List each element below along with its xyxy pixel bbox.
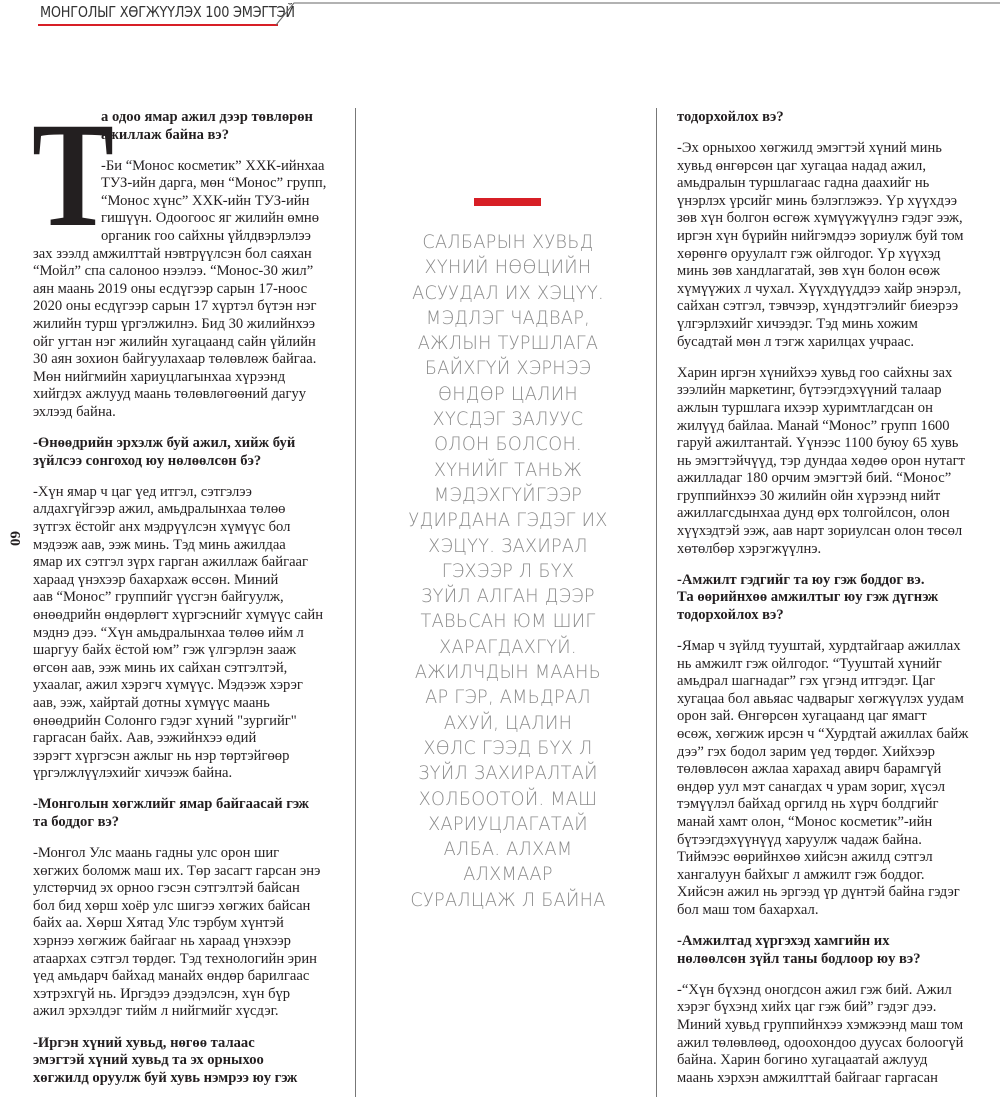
text-line: бусадтай мөн л тэгж харилцах учраас. — [677, 333, 915, 350]
text-line: хүмүүжих л чухал. Хүүхдүүддээ хайр энэрэл, — [677, 280, 962, 297]
text-line: алдахгүйгээр ажил, амьдралынхаа төлөө — [33, 501, 286, 518]
text-line: сайхан сэтгэл, тэвчээр, хүндэтгэлийг биеэрээ — [677, 298, 959, 315]
text-line: орон зай. Өнгөрсөн хугацаанд цаг ямагт — [677, 708, 927, 725]
interview-answer — [33, 845, 348, 1021]
text-line: -Ямар ч зүйлд тууштай, хурдтайгаар ажиллах — [677, 638, 961, 655]
text-line: байна. Харин богино хугацаатай ажлууд — [677, 1052, 928, 1069]
text-line: үед амьдарч байхад манайх өндөр барилгаас — [33, 968, 310, 985]
text-line: -Амжилт гэдгийг та юу гэж боддог вэ. — [677, 571, 925, 588]
text-line: зээлийн маркетинг, бүтээгдэхүүний талаар — [677, 382, 942, 399]
pull-quote-line: СУРАЛЦАЖ Л БАЙНА — [410, 888, 606, 911]
pull-quote-line: ХҮНИЙГ ТАНЬЖ — [433, 458, 583, 481]
pull-quote-line: АЖЛЫН ТУРШЛАГА — [417, 332, 599, 355]
pull-quote-line: САЛБАРЫН ХУВЬД — [422, 231, 594, 253]
interview-question — [33, 109, 348, 144]
interview-question — [33, 435, 348, 470]
pull-quote — [380, 230, 636, 913]
text-line: бол маш том бахархал. — [677, 901, 819, 918]
text-line: Харин иргэн хүнийхээ хувьд гоо сайхны зах — [677, 364, 953, 381]
text-line: мэдээж аав, ээж минь. Тэд минь ажилдаа — [33, 536, 286, 553]
text-line: Миний хувьд группийнхээ хэмжээнд маш том — [677, 1016, 964, 1033]
text-line: нөлөөлсөн зүйл таны бодлоор юу вэ? — [677, 950, 921, 967]
text-line: органик гоо сайхны үйлдвэрлэлээ — [101, 228, 311, 245]
text-line: атаархах сэтгэл төрдөг. Тэд технологийн эрин — [33, 950, 317, 967]
text-line: -Иргэн хүний хувьд, нөгөө талаас — [33, 1034, 255, 1051]
text-line: -“Хүн бүхэнд оногдсон ажил гэж бий. Ажил — [677, 981, 952, 998]
interview-answer — [677, 982, 992, 1088]
text-line: зэрэгт хүргэсэн ажлыг нь нэр төртэйгөөр — [33, 747, 290, 764]
text-line: үнэрлэх үрсийг минь бэлэглэжээ. Үр хүүхдээ — [677, 192, 957, 209]
text-line: амьдрал шагнадаг” гэх үгэнд итгэдэг. Цаг — [677, 673, 936, 690]
text-line: маань хэрхэн амжилттай байгааг гаргасан — [677, 1069, 938, 1086]
pull-quote-line: ЗҮЙЛ АЛГАН ДЭЭР — [421, 585, 595, 608]
text-line: өсөж, хөгжиж ирсэн ч “Хурдтай ажиллах байж — [677, 726, 969, 742]
column-rule-right — [656, 108, 657, 1097]
interview-question — [677, 109, 992, 127]
pull-quote-line: ХАРИУЦЛАГАТАЙ — [428, 812, 588, 835]
text-line: хөрөнгө оруулалт гэж ойлгодог. Үр хүүхэд — [677, 245, 941, 262]
text-line: эхлээд байна. — [33, 404, 116, 420]
text-line: манай хамт олон, “Монос косметик”-ийн — [677, 813, 933, 830]
text-line: хэрнээ хөгжиж байгааг нь хараад үнэхээр — [33, 933, 291, 950]
text-line: өндөр уул мэт санагдах ч урам зориг, хүсэл — [677, 778, 946, 795]
text-line: Хийсэн ажил нь эргээд үр дүнтэй байна гэдэг — [677, 884, 960, 901]
text-line: тодорхойлох вэ? — [677, 606, 784, 623]
interview-question — [677, 572, 992, 625]
text-line: хувьд өнгөрсөн цаг хугацаа надад ажил, — [677, 157, 926, 174]
text-line: тодорхойлох вэ? — [677, 109, 784, 125]
drop-cap: Т — [32, 92, 115, 258]
text-line: хийгдэх ажлууд маань төлөвлөгөөний дагуу — [33, 386, 307, 403]
pull-quote-line: АХУЙ, ЦАЛИН — [443, 711, 573, 734]
interview-question — [677, 933, 992, 968]
pull-quote-line: ЗҮЙЛ ЗАХИРАЛТАЙ — [418, 762, 598, 785]
pull-quote-line: АР ГЭР, АМЬДРАЛ — [425, 686, 591, 709]
text-line: -Хүн ямар ч цаг үед итгэл, сэтгэлээ — [33, 483, 252, 500]
text-line: аян маань 2019 оны есдүгээр сарын 17-ноос — [33, 280, 308, 297]
text-line: амьдралын туршлагаас гадна даахийг нь — [677, 175, 930, 192]
text-line: -Би “Монос косметик” ХХК-ийнхаа — [101, 157, 325, 174]
text-line: ямар их сэтгэл зүрх гарган ажиллаж байгааг — [33, 554, 309, 571]
text-line: “Мойл” спа салоноо нээлээ. “Монос-30 жил” — [33, 263, 314, 280]
text-line: улстөрчид эх орноо гэсэн сэтгэлтэй байсан — [33, 880, 300, 897]
pull-quote-line: МЭДЛЭГ ЧАДВАР, — [425, 306, 591, 329]
text-line: зүйлсээ сонгоход юу нөлөөлсөн бэ? — [33, 452, 262, 469]
text-line: хараад үнэхээр бахархаж өссөн. Миний — [33, 571, 279, 588]
text-line: иргэн хүн бүрийн нийгэмдээ зориулж буй том — [677, 228, 964, 245]
text-line: ажиллаж байна вэ? — [101, 126, 230, 143]
text-line: -Монгол Улс маань гадны улс орон шиг — [33, 845, 280, 862]
right-column — [677, 109, 992, 1101]
text-line: “Монос хүнс” ХХК-ийн ТУЗ-ийн — [101, 192, 310, 209]
text-line: хөгжих боломж маш их. Төр засагт гарсан энэ — [33, 862, 321, 879]
text-line: 2020 оны есдүгээр сарын 17 хүртэл бүтэн нэг — [33, 298, 317, 315]
text-line: жилийн турш үргэлжилнэ. Бид 30 жилийнхээ — [33, 316, 316, 333]
text-line: та боддог вэ? — [33, 813, 120, 830]
text-line: тэмүүлэл байхад оргилд нь хүрч болдгийг — [677, 796, 939, 813]
text-line: өнөөдрийн Солонго гэдэг хүний "зургийг" — [33, 712, 297, 729]
interview-question — [33, 1035, 348, 1088]
text-line: Мөн нийгмийн хариуцлагынхаа хүрээнд — [33, 368, 286, 385]
text-line: зөв хүн болгон өсгөж хүмүүжүүлнэ гэдэг ээж, — [677, 210, 963, 227]
pull-quote-line: МЭДЭХГҮЙГЭЭР — [433, 483, 583, 506]
pull-quote-line: УДИРДАНА ГЭДЭГ ИХ — [408, 509, 608, 532]
pull-quote-line: ХӨЛС ГЭЭД БҮХ Л — [423, 736, 593, 759]
text-line: хөтөлбөр хэрэгжүүлнэ. — [677, 540, 822, 557]
text-line: Та өөрийнхөө амжилтыг юу гэж дүгнэж — [677, 589, 939, 606]
pull-quote-line: АЛБА. АЛХАМ — [443, 838, 573, 861]
pull-quote-line: АЛХМААР — [463, 863, 553, 886]
text-line: гаруй ажилтантай. Үүнээс 1100 буюу 65 хувь — [677, 435, 959, 452]
pull-quote-line: АСУУДАЛ ИХ ХЭЦҮҮ. — [412, 281, 604, 304]
text-line: өгсөн аав, ээж минь их сайхан сэтгэлтэй, — [33, 659, 288, 676]
text-line: хугацаа бол авьяас чадварыг хөгжүүлэх уудам — [677, 690, 964, 707]
interview-answer — [677, 638, 992, 920]
text-line: үргэлжлүүлэхийг хичээж байна. — [33, 765, 233, 782]
text-line: нь эмэгтэйчүүд, тэр дундаа хөдөө орон нутагт — [677, 452, 966, 469]
header-divider — [0, 0, 1000, 30]
text-line: бол бид хөрш хоёр улс шигээ хөгжих байсан — [33, 897, 311, 914]
text-line: гишүүн. Одоогоос яг жилийн өмнө — [101, 210, 320, 227]
pull-quote-accent-bar — [474, 198, 541, 206]
pull-quote-line: ХАРАГДАХГҮЙ. — [439, 635, 577, 658]
text-line: гаргасан байх. Аав, ээжийнхээ өдий — [33, 730, 257, 747]
text-line: -Өнөөдрийн эрхэлж буй ажил, хийж буй — [33, 435, 296, 452]
text-line: ухаалаг, ажил хэрэгч хүмүүс. Мэдээж хэрэг — [33, 677, 303, 694]
pull-quote-line: БАЙХГҮЙ ХЭРНЭЭ — [424, 357, 592, 380]
pull-quote-line: ӨНДӨР ЦАЛИН — [438, 382, 578, 405]
text-line: -Эх орныхоо хөгжилд эмэгтэй хүний минь — [677, 140, 942, 157]
text-line: үлгэрлэхийг хичээдэг. Тэд минь хожим — [677, 316, 918, 333]
pull-quote-line: ХЭЦҮҮ. ЗАХИРАЛ — [428, 534, 588, 557]
pull-quote-line: ТАВЬСАН ЮМ ШИГ — [420, 610, 596, 633]
text-line: ойг угтан нэг жилийн хугацаанд сайн үйлийн — [33, 333, 316, 350]
text-line: зах зээлд амжилттай нэвтрүүлсэн бол саяхан — [33, 245, 312, 262]
text-line: аав, ээж, хайртай дотны хүмүүс маань — [33, 694, 270, 711]
interview-answer — [33, 158, 348, 422]
text-line: хангалуун байхыг л амжилт гэж боддог. — [677, 866, 925, 883]
interview-question — [33, 796, 348, 831]
text-line: хүүхэдтэй ээж, аав нарт зориулсан олон төсөл — [677, 523, 963, 540]
text-line: а одоо ямар ажил дээр төвлөрөн — [101, 109, 313, 125]
pull-quote-line: ХҮСДЭГ ЗАЛУУС — [432, 408, 584, 431]
text-line: шаргуу байх ёстой юм” гэж үлгэрлэн зааж — [33, 642, 297, 659]
text-line: ажилладаг 180 орчим эмэгтэй бий. “Монос” — [677, 470, 952, 487]
text-line: хэрэг бүхэнд хийх цаг гэж бий” гэдэг дээ. — [677, 999, 937, 1016]
text-line: хэтрэхгүй нь. Иргэдээ дээдэлсэн, хүн бүр — [33, 985, 291, 1002]
text-line: жилүүд байлаа. Манай “Монос” групп 1600 — [677, 417, 950, 434]
interview-answer — [677, 365, 992, 559]
text-line: мэднэ дээ. “Хүн амьдралынхаа төлөө ийм л — [33, 624, 304, 641]
text-line: группийнхээ 30 жилийн ойн хүрээнд нийт — [677, 487, 941, 504]
text-line: минь зөв хандлагатай, зөв хүн болон өсөж — [677, 263, 940, 280]
left-column — [33, 109, 348, 1101]
text-line: 30 аян зохион байгуулахаар төлөвлөж байгаа. — [33, 351, 317, 368]
page-number: 60 — [6, 531, 23, 546]
text-line: байх аа. Хөрш Хятад Улс тэрбум хүнтэй — [33, 915, 284, 932]
text-line: ажлын туршлага ихээр хуримтлагдсан он — [677, 399, 933, 416]
text-line: -Монголын хөгжлийг ямар байгаасай гэж — [33, 796, 309, 813]
text-line: ажил эрхэлдэг тийм л нийгмийг хүсдэг. — [33, 1003, 279, 1020]
pull-quote-line: АЖИЛЧДЫН МААНЬ — [414, 661, 602, 684]
column-rule-left — [355, 108, 356, 1097]
section-title: МОНГОЛЫГ ХӨГЖҮҮЛЭХ 100 ЭМЭГТЭЙ — [40, 3, 295, 21]
text-line: ажиллагсдынхаа дунд өрх толгойлсон, олон — [677, 505, 950, 522]
text-line: ажил төлөвлөөд, одоохондоо дуусах болоогүй — [677, 1034, 964, 1051]
text-line: дээ” гэх бодол зарим үед төрдөг. Хийхээр — [677, 743, 935, 760]
text-line: Тиймээс өөрийнхөө хийсэн ажилд сэтгэл — [677, 849, 933, 866]
pull-quote-line: ОЛОН БОЛСОН. — [434, 433, 582, 456]
interview-answer — [677, 140, 992, 351]
interview-answer — [33, 484, 348, 783]
text-line: нь амжилт гэж ойлгодог. “Тууштай хүнийг — [677, 655, 942, 672]
pull-quote-line: ХҮНИЙ НӨӨЦИЙН — [424, 256, 592, 279]
text-line: зүтгэх ёстойг анх мэдрүүлсэн хүмүүс бол — [33, 518, 291, 535]
text-line: эмэгтэй хүний хувьд та эх орныхоо — [33, 1052, 264, 1069]
text-line: хөгжилд оруулж буй хувь нэмрээ юу гэж — [33, 1069, 298, 1086]
text-line: -Амжилтад хүргэхэд хамгийн их — [677, 933, 890, 950]
text-line: ТУЗ-ийн дарга, мөн “Монос” групп, — [101, 175, 327, 192]
text-line: бүтээгдэхүүнүүд харуулж чадаж байна. — [677, 831, 922, 848]
text-line: аав “Монос” группийг үүсгэн байгуулж, — [33, 589, 284, 606]
pull-quote-line: ХОЛБООТОЙ. МАШ — [418, 787, 598, 810]
text-line: өнөөдрийн өндөрлөгт хүргэснийг хүмүүс сайн — [33, 606, 324, 623]
text-line: төлөвлөсөн ажлаа харахад авирч барамгүй — [677, 761, 942, 778]
pull-quote-line: ГЭХЭЭР Л БҮХ — [441, 559, 575, 582]
